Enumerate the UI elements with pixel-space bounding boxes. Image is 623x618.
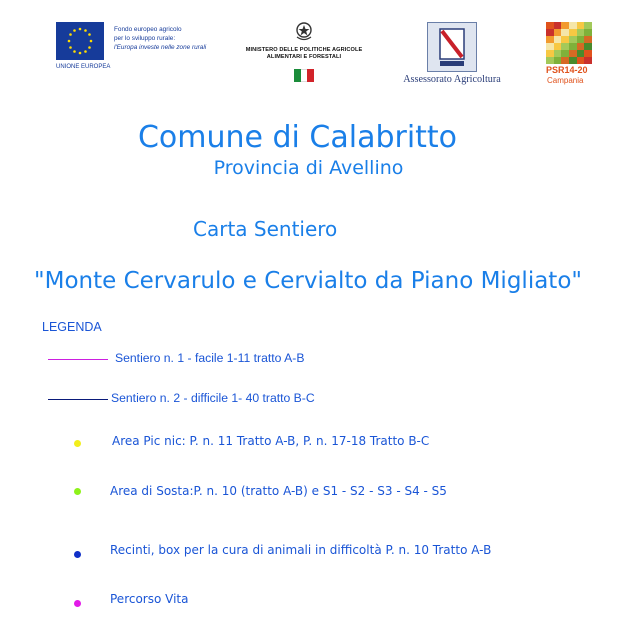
psr-mosaic-icon: [546, 22, 592, 64]
campania-region-logo: [403, 22, 501, 88]
legend-symbol-fitness-trail: [74, 600, 81, 607]
psr-logo: [546, 22, 594, 86]
legend-symbol-animal-enclosures: [74, 551, 81, 558]
legend-label-trail-1: Sentiero n. 1 - facile 1-11 tratto A-B: [115, 351, 305, 365]
ministry-line-1: MINISTERO DELLE POLITICHE AGRICOLE: [245, 47, 363, 53]
route-name: "Monte Cervarulo e Cervialto da Piano Migliato": [34, 268, 582, 294]
eu-flag-label: UNIONE EUROPEA: [56, 64, 111, 70]
campania-crest-icon: [427, 22, 477, 72]
legend-symbol-trail-1: [48, 359, 108, 360]
italian-flag-icon: [294, 69, 314, 82]
eafrd-line-2: per lo sviluppo rurale:: [114, 35, 176, 42]
psr-label: PSR14-20: [546, 65, 588, 75]
eafrd-text: [114, 25, 218, 52]
legend-label-rest-area: Area di Sosta:P. n. 10 (tratto A-B) e S1 - S2 - S3 - S4 - S5: [110, 484, 447, 498]
eu-flag-icon: [56, 22, 104, 60]
page-subtitle: Provincia di Avellino: [213, 157, 404, 179]
legend-label-picnic: Area Pic nic: P. n. 11 Tratto A-B, P. n. 17-18 Tratto B-C: [112, 434, 430, 448]
legend-label-fitness-trail: Percorso Vita: [110, 592, 189, 606]
ministry-logo: [236, 20, 372, 84]
eafrd-line-3: l'Europa investe nelle zone rurali: [114, 44, 207, 51]
legend-symbol-trail-2: [48, 399, 108, 400]
legend-label-animal-enclosures: Recinti, box per la cura di animali in difficoltà P. n. 10 Tratto A-B: [110, 543, 492, 557]
document-type: Carta Sentiero: [193, 217, 338, 241]
eafrd-line-1: Fondo europeo agricolo: [114, 26, 182, 33]
page-title: Comune di Calabritto: [137, 120, 458, 155]
legend-heading: LEGENDA: [42, 320, 102, 334]
ministry-name: [236, 47, 372, 61]
legend-label-trail-2: Sentiero n. 2 - difficile 1- 40 tratto B-C: [111, 391, 315, 405]
legend-symbol-rest-area: [74, 488, 81, 495]
psr-sub-label: Campania: [547, 76, 584, 85]
eu-eafrd-logo: [56, 22, 218, 78]
campania-label: Assessorato Agricoltura: [403, 74, 501, 85]
ministry-line-2: ALIMENTARI E FORESTALI: [266, 54, 342, 60]
legend-symbol-picnic: [74, 440, 81, 447]
italian-emblem-icon: [294, 20, 314, 42]
